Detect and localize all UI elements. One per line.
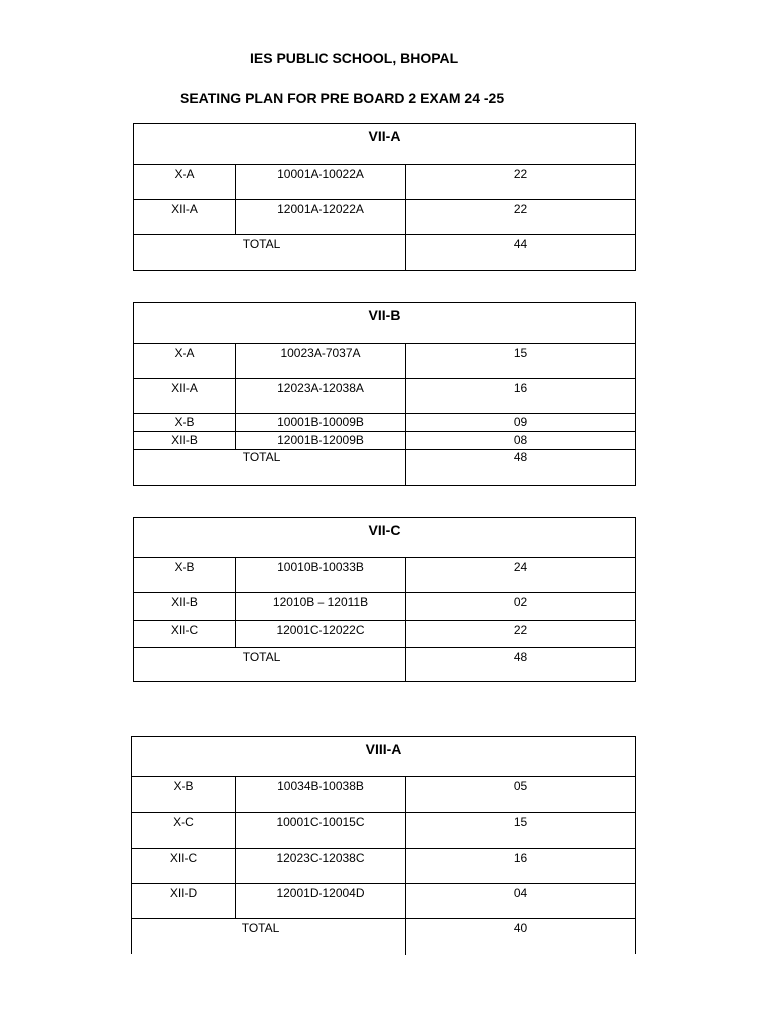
room-name: VII-A — [134, 124, 635, 165]
roll-range-cell: 12001B-12009B — [236, 432, 406, 449]
roll-range-cell: 10001A-10022A — [236, 165, 406, 199]
table-row — [134, 414, 635, 432]
class-cell: X-B — [132, 777, 236, 812]
class-cell: XII-D — [132, 884, 236, 918]
room-name: VII-B — [134, 303, 635, 344]
total-label: TOTAL — [242, 237, 281, 251]
roll-range-cell: 12001A-12022A — [236, 200, 406, 234]
student-count-cell: 22 — [513, 167, 528, 181]
student-count-cell: 05 — [513, 779, 528, 793]
class-cell: XII-C — [132, 849, 236, 883]
seating-plan-title: SEATING PLAN FOR PRE BOARD 2 EXAM 24 -25 — [180, 90, 505, 106]
roll-range-cell: 12001D-12004D — [236, 884, 406, 918]
total-count-cell: 40 — [513, 921, 528, 935]
total-count-cell: 48 — [513, 650, 528, 664]
student-count-cell: 09 — [513, 415, 528, 429]
table-row — [134, 344, 635, 379]
class-cell: X-B — [134, 414, 236, 431]
roll-range-cell: 10010B-10033B — [236, 558, 406, 592]
room-name: VII-C — [134, 518, 635, 558]
table-row — [134, 165, 635, 200]
roll-range-cell: 12023A-12038A — [236, 379, 406, 413]
student-count-cell: 08 — [513, 433, 528, 447]
class-cell: XII-B — [134, 432, 236, 449]
total-label: TOTAL — [241, 921, 280, 935]
total-row — [134, 450, 635, 485]
class-cell: XII-A — [134, 200, 236, 234]
student-count-cell: 24 — [513, 560, 528, 574]
total-label: TOTAL — [242, 450, 281, 464]
table-row — [134, 621, 635, 648]
roll-range-cell: 12010B – 12011B — [236, 593, 406, 620]
room-table-viii-a — [131, 736, 636, 954]
total-count-cell: 44 — [513, 237, 528, 251]
class-cell: X-A — [134, 344, 236, 378]
student-count-cell: 22 — [513, 202, 528, 216]
table-row — [134, 432, 635, 450]
table-row — [132, 777, 635, 813]
student-count-cell: 04 — [513, 886, 528, 900]
student-count-cell: 15 — [513, 346, 528, 360]
total-row — [134, 648, 635, 681]
school-title: IES PUBLIC SCHOOL, BHOPAL — [250, 50, 459, 66]
total-count-cell: 48 — [513, 450, 528, 464]
class-cell: X-B — [134, 558, 236, 592]
roll-range-cell: 10001B-10009B — [236, 414, 406, 431]
student-count-cell: 22 — [513, 623, 528, 637]
room-table-vii-a — [133, 123, 636, 271]
class-cell: X-C — [132, 813, 236, 848]
table-row — [134, 593, 635, 621]
roll-range-cell: 10023A-7037A — [236, 344, 406, 378]
class-cell: X-A — [134, 165, 236, 199]
student-count-cell: 02 — [513, 595, 528, 609]
class-cell: XII-C — [134, 621, 236, 647]
table-row — [132, 849, 635, 884]
student-count-cell: 16 — [513, 381, 528, 395]
total-row — [132, 919, 635, 955]
total-label: TOTAL — [242, 650, 281, 664]
student-count-cell: 16 — [513, 851, 528, 865]
table-row — [134, 200, 635, 235]
student-count-cell: 15 — [513, 815, 528, 829]
room-table-vii-b — [133, 302, 636, 486]
table-row — [132, 884, 635, 919]
room-name: VIII-A — [132, 737, 635, 777]
roll-range-cell: 12001C-12022C — [236, 621, 406, 647]
table-row — [132, 813, 635, 849]
total-row — [134, 235, 635, 270]
class-cell: XII-A — [134, 379, 236, 413]
room-table-vii-c — [133, 517, 636, 682]
table-row — [134, 558, 635, 593]
roll-range-cell: 10001C-10015C — [236, 813, 406, 848]
roll-range-cell: 12023C-12038C — [236, 849, 406, 883]
roll-range-cell: 10034B-10038B — [236, 777, 406, 812]
class-cell: XII-B — [134, 593, 236, 620]
table-row — [134, 379, 635, 414]
